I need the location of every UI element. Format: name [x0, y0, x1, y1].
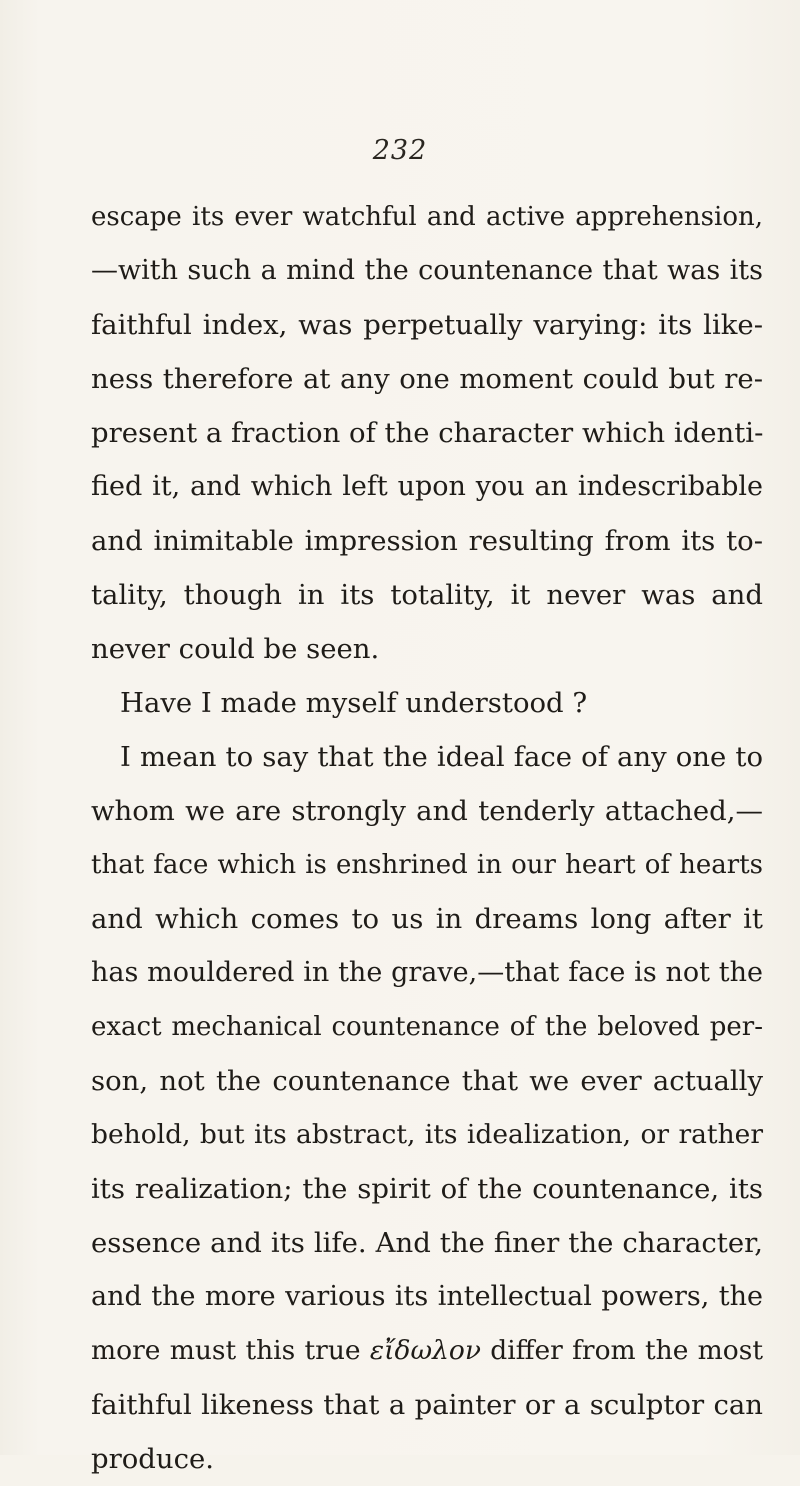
line-part: differ from the most — [480, 1335, 763, 1366]
text-line: behold, but its abstract, its idealization, or rather — [91, 1119, 763, 1150]
text-line: has mouldered in the grave,—that face is not the — [91, 957, 763, 988]
text-line: and the more various its intellectual powers, the — [91, 1281, 763, 1312]
text-line: exact mechanical countenance of the beloved per- — [91, 1012, 763, 1042]
text-line: produce. — [91, 1443, 215, 1475]
text-line: faithful index, was perpetually varying: its like- — [91, 309, 763, 341]
text-line: present a fraction of the character which identi- — [91, 417, 764, 449]
greek-word: εἴδωλον — [369, 1335, 481, 1366]
text-line: son, not the countenance that we ever actually — [91, 1065, 763, 1097]
text-line: never could be seen. — [91, 633, 380, 665]
text-line: —with such a mind the countenance that was its — [91, 255, 763, 286]
text-line: I mean to say that the ideal face of any one to — [120, 741, 763, 773]
text-line: tality, though in its totality, it never was and — [91, 579, 763, 611]
text-line: its realization; the spirit of the countenance, its — [91, 1173, 763, 1205]
text-line-greek — [91, 1324, 763, 1378]
text-line: faithful likeness that a painter or a sculptor can — [91, 1389, 763, 1421]
text-line: fied it, and which left upon you an indescribable — [91, 471, 763, 502]
text-line: whom we are strongly and tenderly attached,— — [91, 795, 763, 827]
text-line: Have I made myself understood ? — [120, 687, 588, 719]
line-part: more must this true — [91, 1335, 370, 1366]
text-line: escape its ever watchful and active apprehension, — [91, 202, 763, 232]
text-line: essence and its life. And the finer the character, — [91, 1227, 763, 1259]
page-number: 232 — [372, 135, 428, 166]
text-line: and inimitable impression resulting from its to- — [91, 525, 763, 557]
text-line: and which comes to us in dreams long after it — [91, 903, 763, 935]
text-line: ness therefore at any one moment could but re- — [91, 363, 763, 395]
text-line: that face which is enshrined in our heart of hearts — [91, 850, 763, 880]
body-text — [91, 190, 763, 1486]
